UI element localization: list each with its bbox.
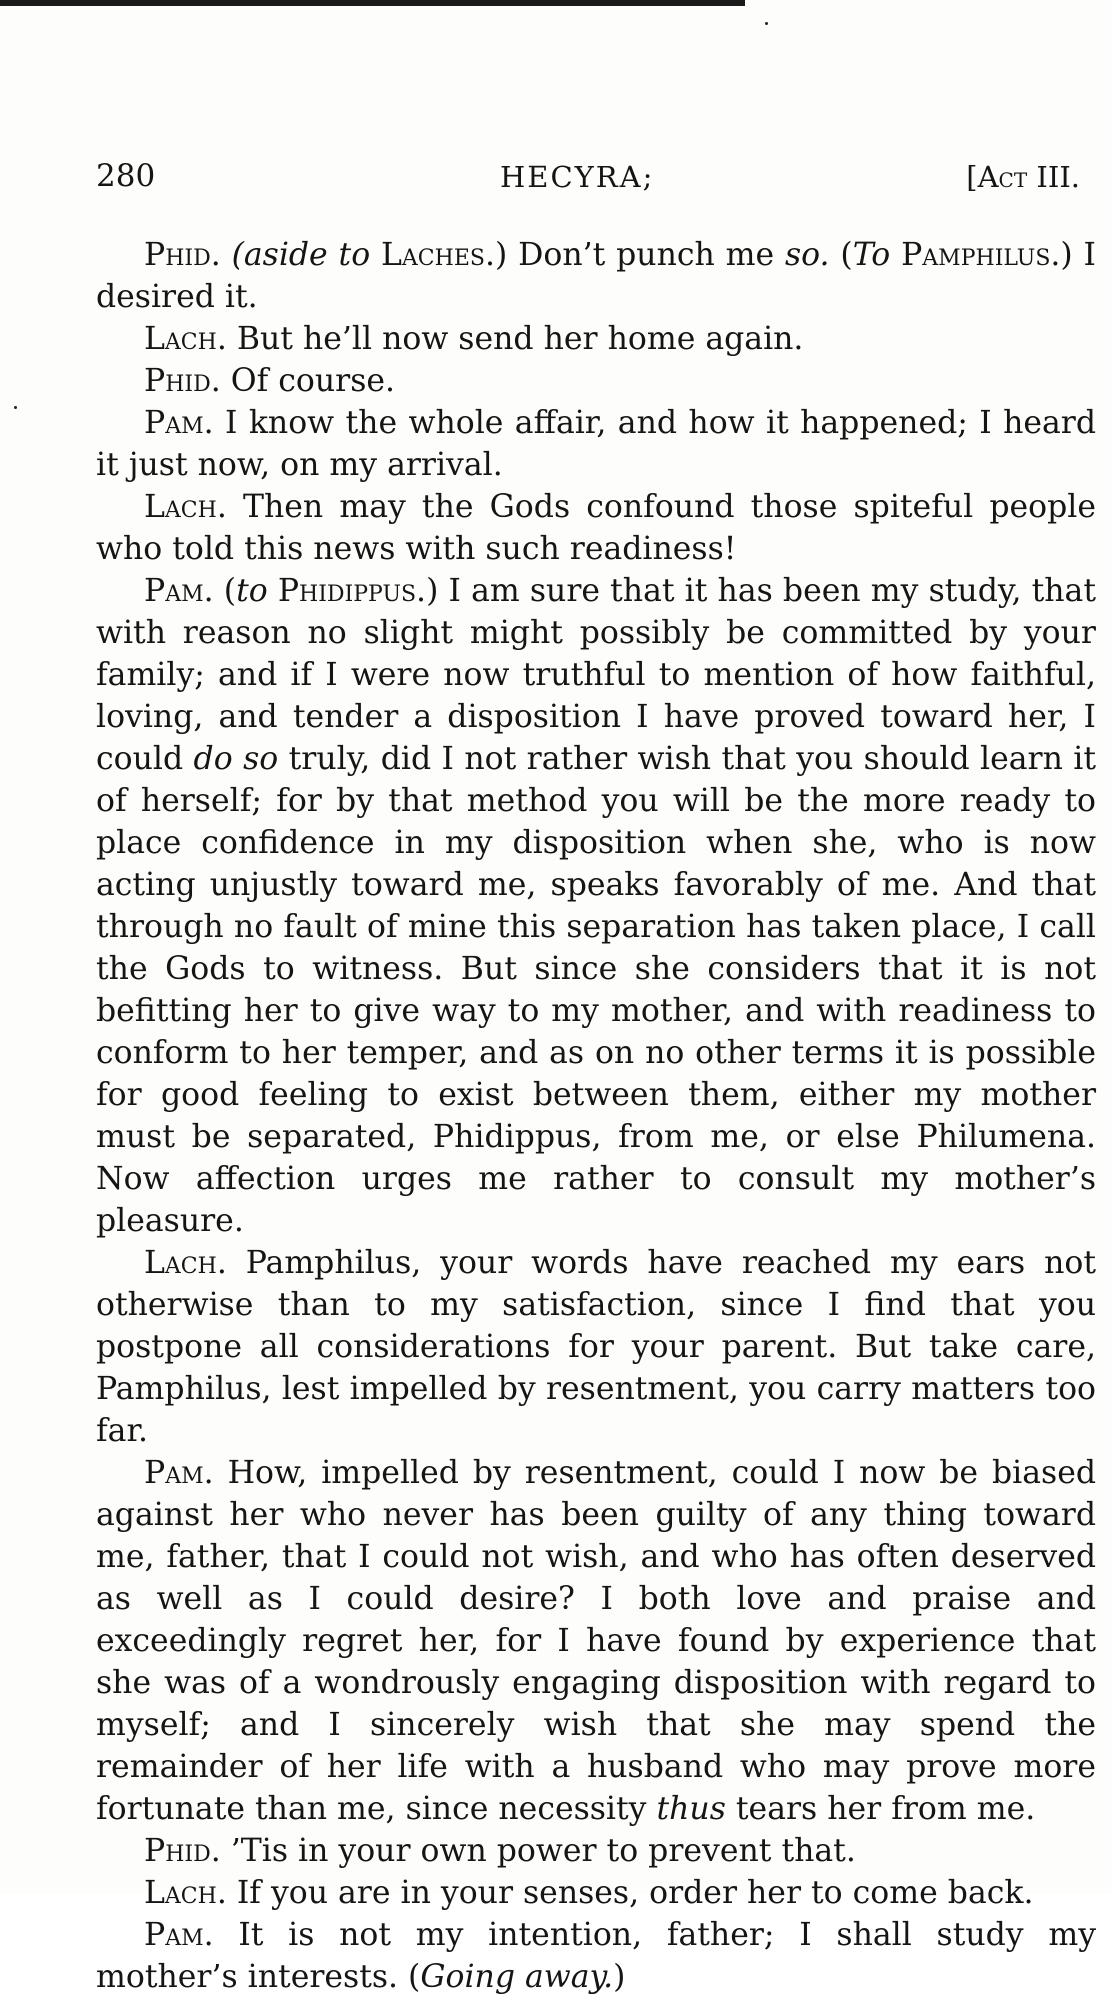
- dialogue-paragraph: [96, 1452, 1096, 1830]
- italic-text: to: [236, 573, 268, 609]
- dialogue-text: If you are in your senses, order her to come back.: [226, 1875, 1034, 1911]
- dialogue-text: truly, did I not rather wish that you should learn it of herself; for by that method you will be the more ready to place confidence in my disposition when she, who is now acting unjustly toward me, speaks favorably of me. And that through no fault of mine this separation has taken place, I call the Gods to witness. But since she considers that it is not befitting her to give way to my mother, and with readiness to conform to her temper, and as on no other terms it is possible for good feeling to exist between them, either my mother must be separated, Phidippus, from me, or else Philumena. Now affection urges me rather to consult my mother’s pleasure.: [96, 741, 1097, 1239]
- dialogue-paragraph: [96, 570, 1096, 1242]
- italic-text: do so: [193, 741, 279, 777]
- speaker-name: Phid.: [144, 363, 221, 399]
- act-label-text: Act III.: [977, 160, 1080, 194]
- speaker-name: Lach.: [144, 321, 227, 357]
- speaker-name: Pamphilus.: [901, 237, 1061, 273]
- italic-text: (aside to: [231, 237, 371, 273]
- italic-text: To: [852, 237, 891, 273]
- dialogue-text: tears her from me.: [725, 1791, 1036, 1827]
- speaker-name: Phidippus.: [277, 573, 427, 609]
- page-header: [96, 158, 1092, 206]
- dialogue-text: ) I am sure that it has been my study, that with reason no slight might possibly be committed by your family; and if I were now truthful to mention of how faithful, loving, and tender a disposition I have proved toward her, I could: [96, 573, 1097, 777]
- dialogue-paragraph: [96, 234, 1096, 318]
- dialogue-paragraph: [96, 1830, 1096, 1872]
- dialogue-text: (: [829, 237, 853, 273]
- scan-speck: [14, 406, 17, 409]
- speaker-name: Lach.: [144, 489, 227, 525]
- speaker-name: Pam.: [144, 573, 214, 609]
- dialogue-text: [890, 237, 901, 273]
- dialogue-text: [221, 237, 232, 273]
- dialogue-paragraph: [96, 360, 1096, 402]
- dialogue-text: Pamphilus, your words have reached my ears not otherwise than to my satisfaction, since I find that you postpone all considerations for your parent. But take care, Pamphilus, lest impelled by resentment, you carry matters too far.: [96, 1245, 1096, 1449]
- italic-text: Going away.: [420, 1959, 614, 1995]
- speaker-name: Phid.: [144, 1833, 221, 1869]
- dialogue-text: [370, 237, 381, 273]
- dialogue-paragraph: [96, 318, 1096, 360]
- dialogue-paragraph: [96, 402, 1096, 486]
- speaker-name: Laches.: [381, 237, 495, 273]
- play-text: [96, 234, 1096, 1998]
- dialogue-text: (: [213, 573, 237, 609]
- dialogue-paragraph: [96, 1872, 1096, 1914]
- dialogue-text: I know the whole affair, and how it happened; I heard it just now, on my arrival.: [96, 405, 1096, 483]
- dialogue-text: Of course.: [220, 363, 396, 399]
- dialogue-text: How, impelled by resentment, could I now be biased against her who never has been guilty of any thing toward me, father, that I could not wish, and who has often deserved as well as I could desire? I both love and praise and exceedingly regret her, for I have found by experience that she was of a wondrously engaging disposition with regard to myself; and I sincerely wish that she may spend the remainder of her life with a husband who may prove more fortunate than me, since necessity: [96, 1455, 1096, 1827]
- act-label: [966, 160, 1080, 194]
- dialogue-text: But he’ll now send her home again.: [226, 321, 804, 357]
- speaker-name: Pam.: [144, 1455, 214, 1491]
- dialogue-text: It is not my intention, father; I shall study my mother’s interests. (: [96, 1917, 1096, 1995]
- speaker-name: Phid.: [144, 237, 221, 273]
- act-bracket: [: [966, 160, 978, 194]
- page-number: 280: [96, 158, 156, 194]
- dialogue-text: [268, 573, 278, 609]
- dialogue-text: ) Don’t punch me: [494, 237, 785, 273]
- speaker-name: Pam.: [144, 1917, 214, 1953]
- running-title: HECYRA;: [500, 160, 655, 194]
- dialogue-text: ’Tis in your own power to prevent that.: [220, 1833, 856, 1869]
- scan-speck: [765, 22, 768, 25]
- speaker-name: Pam.: [144, 405, 214, 441]
- dialogue-paragraph: [96, 1242, 1096, 1452]
- speaker-name: Lach.: [144, 1245, 227, 1281]
- dialogue-paragraph: [96, 1914, 1096, 1998]
- dialogue-text: ) I desired it.: [96, 237, 1096, 315]
- scan-top-edge: [0, 0, 745, 6]
- italic-text: thus: [656, 1791, 726, 1827]
- dialogue-paragraph: [96, 486, 1096, 570]
- dialogue-text: Then may the Gods confound those spiteful people who told this news with such readiness!: [96, 489, 1096, 567]
- dialogue-text: ): [613, 1959, 626, 1995]
- italic-text: so.: [784, 237, 830, 273]
- speaker-name: Lach.: [144, 1875, 227, 1911]
